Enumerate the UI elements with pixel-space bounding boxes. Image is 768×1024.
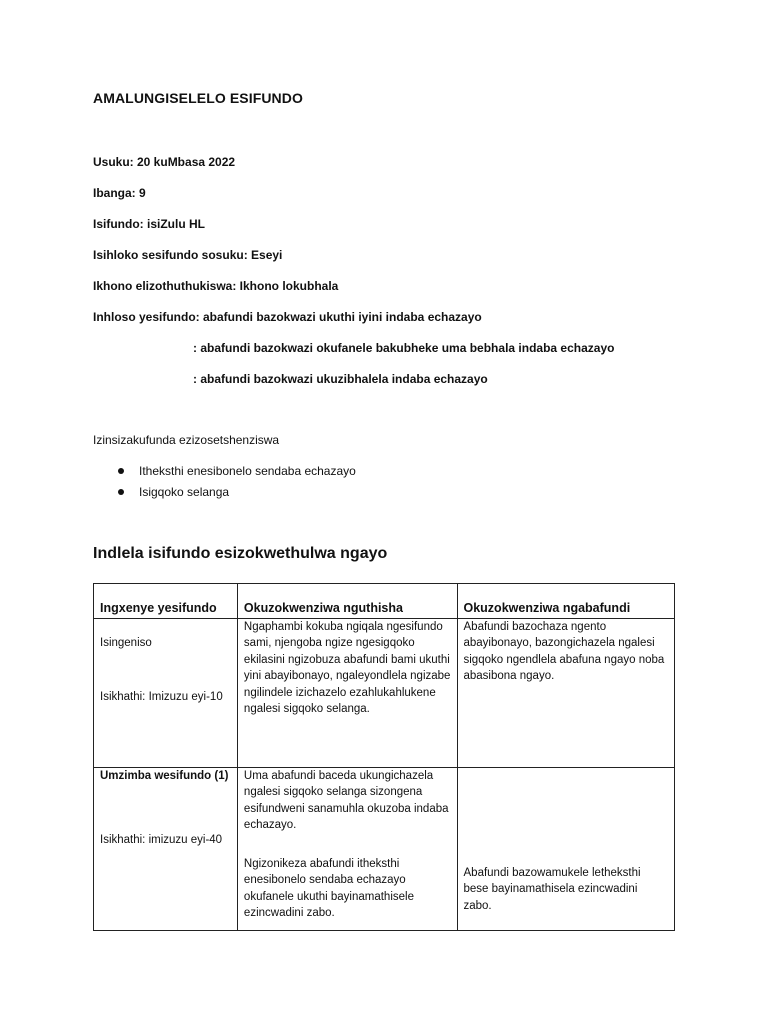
table-header-row	[94, 584, 675, 619]
phase-time: Isikhathi: Imizuzu eyi-10	[100, 691, 223, 703]
bullet-icon	[118, 489, 124, 495]
date-field: Usuku: 20 kuMbasa 2022	[93, 155, 236, 169]
resource-label: Itheksthi enesibonelo sendaba echazayo	[139, 464, 356, 478]
phase-label: Isingeniso	[100, 636, 152, 649]
learners-text-1	[464, 768, 669, 865]
table-row	[94, 618, 675, 767]
lesson-plan-table	[93, 583, 675, 931]
document-title: AMALUNGISELELO ESIFUNDO	[93, 90, 303, 106]
teacher-cell: Ngaphambi kokuba ngiqala ngesifundo sami, njengoba ngize ngesigqoko ekilasini ngizobuza abafundi bami ukuthi yini abayibonayo, ngaleyondlela ngizabe ngilindele izichazelo ezahlukahlukene ngalesi sigqoko selanga.	[237, 618, 457, 767]
learners-text-2: Abafundi bazowamukele letheksthi bese bayinamathisela ezincwadini zabo.	[463, 866, 641, 912]
section-heading: Indlela isifundo esizokwethulwa ngayo	[93, 545, 388, 562]
learners-cell	[457, 767, 675, 930]
topic-field: Isihloko sesifundo sosuku: Eseyi	[93, 248, 283, 262]
teacher-text-2: Ngizonikeza abafundi itheksthi enesibonelo sendaba echazayo okufanele ukuthi bayinamathisele ezincwadini zabo.	[243, 857, 414, 919]
phase-cell	[94, 767, 238, 930]
resources-list	[118, 463, 356, 505]
bullet-icon	[118, 468, 124, 474]
phase-cell	[94, 618, 238, 767]
column-header-learners: Okuzokwenziwa ngabafundi	[457, 584, 675, 619]
grade-field: Ibanga: 9	[93, 186, 146, 200]
objective-field: Inhloso yesifundo: abafundi bazokwazi ukuthi iyini indaba echazayo	[93, 310, 482, 324]
table-row	[94, 767, 675, 930]
resources-heading: Izinsizakufunda ezizosetshenziswa	[93, 433, 280, 447]
phase-time: Isikhathi: imizuzu eyi-40	[100, 834, 223, 846]
list-item	[118, 484, 356, 505]
learners-cell: Abafundi bazochaza ngento abayibonayo, bazongichazela ngalesi sigqoko ngendlela abafuna ngayo noba abasibona ngayo.	[457, 618, 675, 767]
phase-label: Umzimba wesifundo (1)	[100, 769, 229, 782]
list-item	[118, 463, 356, 484]
column-header-teacher: Okuzokwenziwa nguthisha	[237, 584, 457, 619]
teacher-cell	[237, 767, 457, 930]
objective-continuation-2: : abafundi bazokwazi ukuzibhalela indaba echazayo	[193, 372, 488, 386]
column-header-phase: Ingxenye yesifundo	[94, 584, 238, 619]
resource-label: Isigqoko selanga	[139, 485, 230, 499]
teacher-text-1: Uma abafundi baceda ukungichazela ngalesi sigqoko selanga sizongena esifundweni sanamuhla okuzoba indaba echazayo.	[243, 769, 449, 831]
skill-field: Ikhono elizothuthukiswa: Ikhono lokubhala	[93, 279, 339, 293]
objective-continuation-1: : abafundi bazokwazi okufanele bakubheke uma bebhala indaba echazayo	[193, 341, 615, 355]
subject-field: Isifundo: isiZulu HL	[93, 217, 205, 231]
